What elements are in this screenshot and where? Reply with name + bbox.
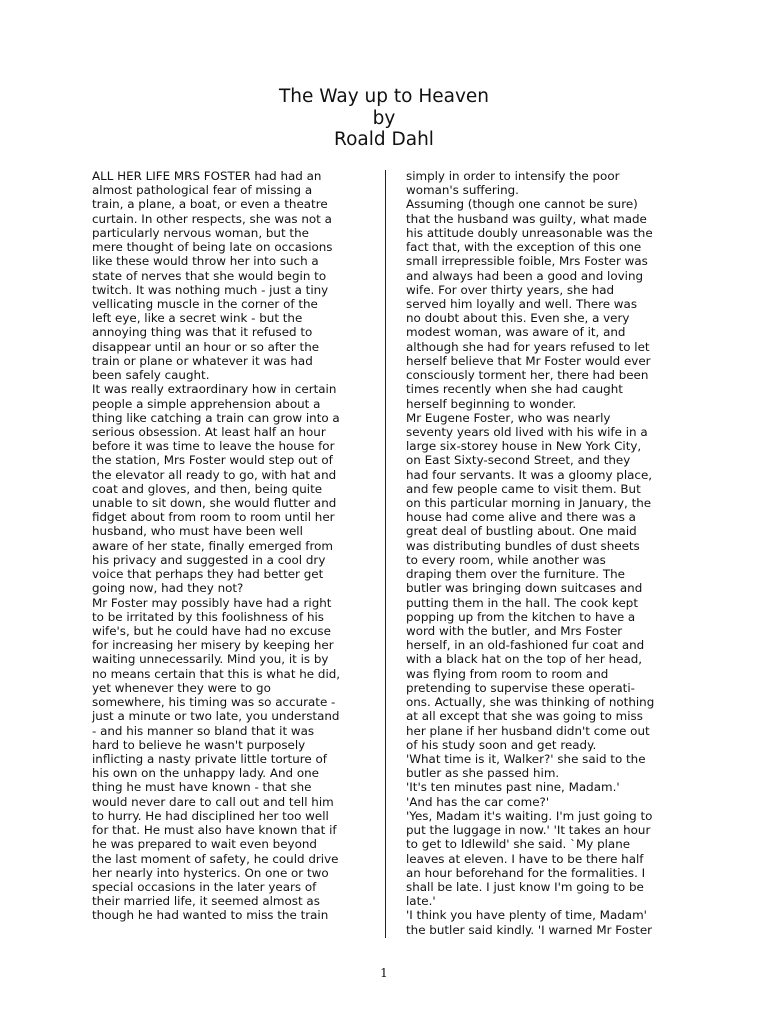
text-line: somewhere, his timing was so accurate - bbox=[92, 695, 336, 710]
text-line: the station, Mrs Foster would step out of bbox=[92, 453, 333, 468]
text-line: his privacy and suggested in a cool dry bbox=[92, 552, 326, 567]
text-line: times recently when she had caught bbox=[406, 382, 623, 397]
text-line: draping them over the furniture. The bbox=[406, 567, 625, 582]
text-line: put the luggage in now.' 'It takes an hour bbox=[406, 823, 651, 838]
text-line: serious obsession. At least half an hour bbox=[92, 424, 326, 439]
text-line: to every room, while another was bbox=[406, 552, 606, 567]
text-line: people a simple apprehension about a bbox=[92, 396, 321, 411]
text-line: inflicting a nasty private little torture of bbox=[92, 751, 327, 766]
text-line: ons. Actually, she was thinking of nothing bbox=[406, 695, 655, 710]
text-line: yet whenever they were to go bbox=[92, 680, 271, 695]
text-line: with a black hat on the top of her head, bbox=[406, 652, 643, 667]
text-line: butler as she passed him. bbox=[406, 766, 560, 781]
text-line: thing like catching a train can grow into a bbox=[92, 410, 340, 425]
document-title bbox=[0, 86, 768, 151]
text-line: was flying from room to room and bbox=[406, 666, 609, 681]
text-line: and always had been a good and loving bbox=[406, 268, 644, 283]
right-text-column bbox=[406, 169, 686, 937]
text-line: would never dare to call out and tell him bbox=[92, 794, 334, 809]
text-line: her nearly into hysterics. On one or two bbox=[92, 865, 329, 880]
text-line: husband, who must have been well bbox=[92, 524, 303, 539]
text-line: almost pathological fear of missing a bbox=[92, 183, 313, 198]
text-line: to be irritated by this foolishness of his bbox=[92, 609, 325, 624]
text-line: consciously torment her, there had been bbox=[406, 368, 649, 383]
text-line: the last moment of safety, he could drive bbox=[92, 851, 339, 866]
author-line: Roald Dahl bbox=[334, 129, 434, 150]
text-line: aware of her state, finally emerged from bbox=[92, 538, 333, 553]
text-line: going now, had they not? bbox=[92, 581, 244, 596]
text-line: voice that perhaps they had better get bbox=[92, 567, 324, 582]
text-line: was distributing bundles of dust sheets bbox=[406, 538, 640, 553]
text-line: 'And has the car come?' bbox=[406, 794, 550, 809]
text-line: leaves at eleven. I have to be there half bbox=[406, 851, 644, 866]
text-line: hard to believe he wasn't purposely bbox=[92, 737, 306, 752]
text-line: to get to Idlewild' she said. `My plane bbox=[406, 837, 631, 852]
text-line: 'It's ten minutes past nine, Madam.' bbox=[406, 780, 620, 795]
text-line: train, a plane, a boat, or even a theatre bbox=[92, 197, 328, 212]
text-line: unable to sit down, she would flutter and bbox=[92, 496, 337, 511]
text-line: he was prepared to wait even beyond bbox=[92, 837, 317, 852]
text-line: simply in order to intensify the poor bbox=[406, 169, 620, 183]
text-line: great deal of bustling about. One maid bbox=[406, 524, 637, 539]
text-line: particularly nervous woman, but the bbox=[92, 225, 309, 240]
text-line: special occasions in the later years of bbox=[92, 879, 317, 894]
text-line: popping up from the kitchen to have a bbox=[406, 609, 636, 624]
text-line: mere thought of being late on occasions bbox=[92, 240, 333, 255]
text-line: for that. He must also have known that if bbox=[92, 823, 337, 838]
text-line: large six-storey house in New York City, bbox=[406, 439, 642, 454]
text-line: It was really extraordinary how in certain bbox=[92, 382, 337, 397]
text-line: no doubt about this. Even she, a very bbox=[406, 311, 630, 326]
text-line: their married life, it seemed almost as bbox=[92, 894, 320, 909]
text-line: shall be late. I just know I'm going to be bbox=[406, 879, 644, 894]
text-line: Assuming (though one cannot be sure) bbox=[406, 197, 638, 212]
text-line: 'What time is it, Walker?' she said to the bbox=[406, 751, 646, 766]
text-line: word with the butler, and Mrs Foster bbox=[406, 624, 623, 638]
text-line: fact that, with the exception of this one bbox=[406, 240, 642, 255]
column-divider bbox=[385, 170, 386, 938]
text-line: herself, in an old-fashioned fur coat and bbox=[406, 638, 645, 653]
text-line: small irrepressible foible, Mrs Foster was bbox=[406, 254, 648, 269]
text-line: disappear until an hour or so after the bbox=[92, 339, 320, 354]
text-line: on this particular morning in January, the bbox=[406, 496, 652, 511]
text-line: the elevator all ready to go, with hat and bbox=[92, 467, 337, 482]
text-line: Mr Foster may possibly have had a right bbox=[92, 595, 332, 610]
text-line: curtain. In other respects, she was not a bbox=[92, 211, 332, 226]
text-line: no means certain that this is what he did, bbox=[92, 666, 341, 681]
text-line: butler was bringing down suitcases and bbox=[406, 581, 643, 596]
text-line: left eye, like a secret wink - but the bbox=[92, 311, 303, 326]
text-line: like these would throw her into such a bbox=[92, 254, 319, 269]
text-line: been safely caught. bbox=[92, 368, 210, 383]
text-line: had four servants. It was a gloomy place, bbox=[406, 467, 653, 482]
text-line: putting them in the hall. The cook kept bbox=[406, 595, 638, 610]
text-line: seventy years old lived with his wife in a bbox=[406, 424, 648, 439]
text-line: Mr Eugene Foster, who was nearly bbox=[406, 410, 611, 425]
text-line: train or plane or whatever it was had bbox=[92, 353, 313, 368]
text-line: for increasing her misery by keeping her bbox=[92, 638, 334, 653]
text-line: ALL HER LIFE MRS FOSTER had had an bbox=[92, 169, 322, 183]
text-line: her plane if her husband didn't come out bbox=[406, 723, 650, 738]
text-line: on East Sixty-second Street, and they bbox=[406, 453, 631, 468]
text-line: of his study soon and get ready. bbox=[406, 737, 597, 752]
text-line: to hurry. He had disciplined her too well bbox=[92, 808, 329, 823]
text-line: - and his manner so bland that it was bbox=[92, 723, 315, 738]
text-line: fidget about from room to room until her bbox=[92, 510, 335, 525]
text-line: 'Yes, Madam it's waiting. I'm just going to bbox=[406, 808, 653, 823]
text-line: herself believe that Mr Foster would ever bbox=[406, 353, 651, 368]
text-line: state of nerves that she would begin to bbox=[92, 268, 327, 283]
text-line: the butler said kindly. 'I warned Mr Foster bbox=[406, 922, 653, 937]
text-line: house had come alive and there was a bbox=[406, 510, 636, 525]
text-line: wife. For over thirty years, she had bbox=[406, 282, 615, 297]
text-line: late.' bbox=[406, 894, 436, 909]
text-line: pretending to supervise these operati- bbox=[406, 680, 635, 695]
text-line: and few people came to visit them. But bbox=[406, 481, 641, 496]
text-line: that the husband was guilty, what made bbox=[406, 211, 647, 226]
text-line: vellicating muscle in the corner of the bbox=[92, 296, 318, 311]
page-number: 1 bbox=[380, 966, 388, 980]
text-line: though he had wanted to miss the train bbox=[92, 908, 329, 923]
text-line: wife's, but he could have had no excuse bbox=[92, 624, 331, 638]
title-line: The Way up to Heaven bbox=[278, 86, 490, 107]
text-line: just a minute or two late, you understand bbox=[92, 709, 340, 724]
text-line: woman's suffering. bbox=[406, 183, 519, 198]
text-line: before it was time to leave the house for bbox=[92, 439, 335, 454]
text-line: his own on the unhappy lady. And one bbox=[92, 766, 319, 781]
text-line: modest woman, was aware of it, and bbox=[406, 325, 626, 340]
text-line: 'I think you have plenty of time, Madam' bbox=[406, 908, 647, 923]
text-line: although she had for years refused to let bbox=[406, 339, 650, 354]
left-text-column bbox=[92, 169, 370, 923]
title-by-line: by bbox=[372, 107, 396, 129]
text-line: coat and gloves, and then, being quite bbox=[92, 481, 323, 496]
text-line: thing he must have known - that she bbox=[92, 780, 312, 795]
text-line: at all except that she was going to miss bbox=[406, 709, 643, 724]
text-line: waiting unnecessarily. Mind you, it is by bbox=[92, 652, 329, 667]
text-line: twitch. It was nothing much - just a tiny bbox=[92, 282, 329, 297]
text-line: served him loyally and well. There was bbox=[406, 296, 638, 311]
text-line: an hour beforehand for the formalities. I bbox=[406, 865, 646, 880]
text-line: herself beginning to wonder. bbox=[406, 396, 577, 411]
text-line: his attitude doubly unreasonable was the bbox=[406, 225, 653, 240]
text-line: annoying thing was that it refused to bbox=[92, 325, 313, 340]
